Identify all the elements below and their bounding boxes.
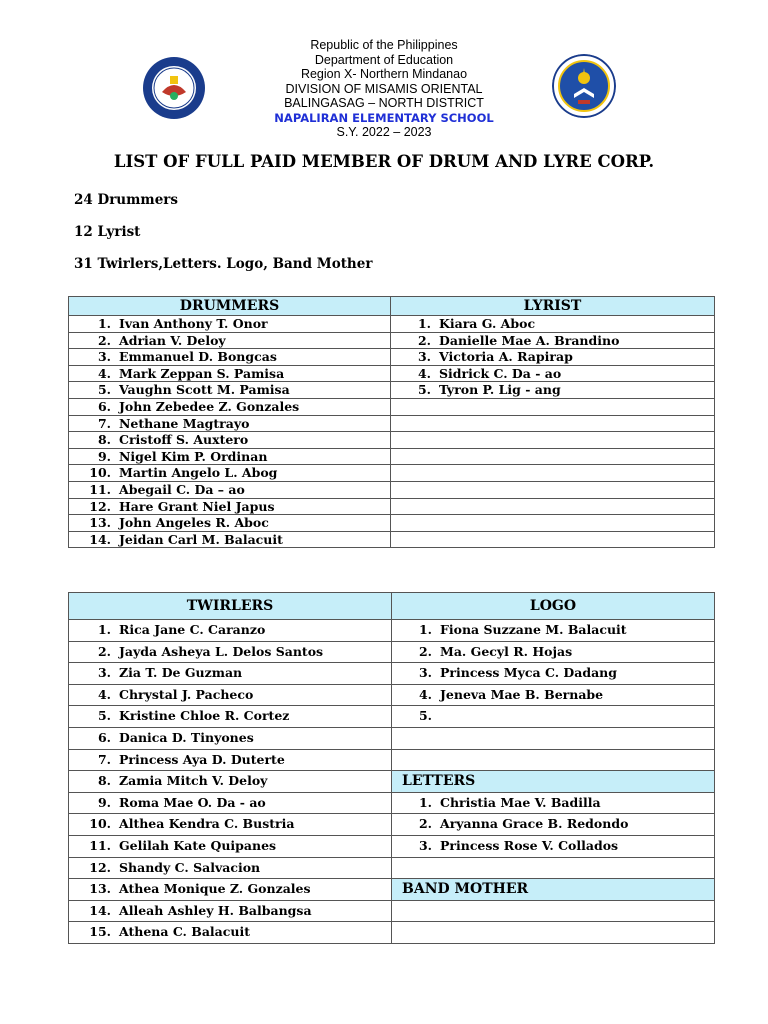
- list-number: 2.: [97, 643, 111, 659]
- table-row: [69, 922, 715, 944]
- drummer-name: Emmanuel D. Bongcas: [119, 349, 277, 365]
- list-number: 12.: [89, 498, 111, 514]
- lyrist-cell: [391, 332, 715, 349]
- empty-cell: [392, 922, 715, 944]
- twirler-name: Althea Kendra C. Bustria: [119, 816, 295, 832]
- drummer-name: Nethane Magtrayo: [119, 415, 250, 431]
- list-number: 10.: [89, 465, 111, 481]
- twirler-cell: [69, 620, 392, 642]
- table-row: [69, 684, 715, 706]
- letters-header: LETTERS: [392, 771, 715, 793]
- lyrist-cell: [391, 498, 715, 515]
- twirler-cell: [69, 684, 392, 706]
- drummers-header: DRUMMERS: [69, 297, 391, 316]
- header-line: DIVISION OF MISAMIS ORIENTAL: [285, 81, 483, 96]
- list-number: 11.: [89, 481, 111, 497]
- summary-twirlers: 31 Twirlers,Letters. Logo, Band Mother: [74, 256, 373, 272]
- drummer-name: John Angeles R. Aboc: [119, 515, 269, 531]
- empty-cell: [392, 727, 715, 749]
- list-number: 6.: [97, 398, 111, 414]
- table-row: [69, 814, 715, 836]
- drummer-cell: [69, 465, 391, 482]
- letters-cell: [392, 835, 715, 857]
- list-number: 12.: [89, 859, 111, 875]
- list-number: 3.: [418, 665, 432, 681]
- list-number: 6.: [97, 729, 111, 745]
- logo-cell: [392, 684, 715, 706]
- table-row: [69, 365, 715, 382]
- lyrist-cell: [391, 465, 715, 482]
- letters-member-name: Princess Rose V. Collados: [440, 837, 619, 853]
- school-seal-icon: [142, 56, 206, 120]
- lyrist-cell: [391, 349, 715, 366]
- list-number: 3.: [97, 665, 111, 681]
- logo-cell: [392, 620, 715, 642]
- table-row: [69, 398, 715, 415]
- lyrist-name: Danielle Mae A. Brandino: [439, 332, 620, 348]
- lyrist-cell: [391, 481, 715, 498]
- drummer-name: Nigel Kim P. Ordinan: [119, 448, 268, 464]
- logo-cell: [392, 663, 715, 685]
- table-row: [69, 415, 715, 432]
- lyrist-name: Sidrick C. Da - ao: [439, 365, 562, 381]
- table-row: [69, 749, 715, 771]
- table-row: [69, 771, 715, 793]
- twirler-cell: [69, 879, 392, 901]
- empty-cell: [392, 749, 715, 771]
- table-row: [69, 857, 715, 879]
- twirler-name: Jayda Asheya L. Delos Santos: [119, 643, 324, 659]
- header-line: BALINGASAG – NORTH DISTRICT: [284, 96, 484, 110]
- twirler-cell: [69, 727, 392, 749]
- lyrist-name: Victoria A. Rapirap: [439, 349, 573, 365]
- list-number: 5.: [418, 708, 432, 724]
- lyrist-cell: [391, 415, 715, 432]
- deped-seal-icon: [552, 54, 616, 118]
- twirler-name: Athea Monique Z. Gonzales: [119, 881, 311, 897]
- twirler-name: Alleah Ashley H. Balbangsa: [119, 902, 312, 918]
- twirler-name: Zia T. De Guzman: [119, 665, 243, 681]
- table-row: [69, 465, 715, 482]
- list-number: 9.: [97, 794, 111, 810]
- table-row: [69, 663, 715, 685]
- twirler-name: Rica Jane C. Caranzo: [119, 622, 266, 637]
- twirler-cell: [69, 641, 392, 663]
- table-row: [69, 316, 715, 333]
- twirler-name: Roma Mae O. Da - ao: [119, 794, 266, 810]
- logo-cell: [392, 641, 715, 663]
- table-row: [69, 382, 715, 399]
- twirler-cell: [69, 792, 392, 814]
- list-number: 5.: [97, 382, 111, 398]
- list-number: 4.: [97, 686, 111, 702]
- lyrist-name: Tyron P. Lig - ang: [439, 382, 561, 398]
- drummer-cell: [69, 448, 391, 465]
- twirler-name: Gelilah Kate Quipanes: [119, 837, 277, 853]
- lyrist-cell: [391, 515, 715, 532]
- twirler-name: Chrystal J. Pacheco: [119, 686, 254, 702]
- twirler-name: Shandy C. Salvacion: [119, 859, 261, 875]
- school-name: NAPALIRAN ELEMENTARY SCHOOL: [274, 110, 494, 125]
- letters-cell: [392, 792, 715, 814]
- drummer-cell: [69, 332, 391, 349]
- table-row: [69, 432, 715, 449]
- twirler-cell: [69, 900, 392, 922]
- table-row: [69, 792, 715, 814]
- table-row: [69, 900, 715, 922]
- list-number: 4.: [417, 365, 431, 381]
- twirler-name: Kristine Chloe R. Cortez: [119, 708, 290, 724]
- empty-cell: [392, 857, 715, 879]
- drummer-cell: [69, 316, 391, 333]
- twirler-cell: [69, 835, 392, 857]
- drummer-name: Jeidan Carl M. Balacuit: [119, 531, 283, 547]
- list-number: 2.: [418, 643, 432, 659]
- list-number: 1.: [418, 622, 432, 637]
- lyrist-cell: [391, 365, 715, 382]
- list-number: 1.: [97, 622, 111, 637]
- document-title: LIST OF FULL PAID MEMBER OF DRUM AND LYRE CORP.: [113, 152, 655, 171]
- letters-member-name: Christia Mae V. Badilla: [440, 794, 601, 810]
- list-number: 8.: [97, 432, 111, 448]
- drummer-cell: [69, 382, 391, 399]
- list-number: 5.: [417, 382, 431, 398]
- lyrist-cell: [391, 382, 715, 399]
- header-line: Republic of the Philippines: [310, 38, 458, 52]
- drummer-name: Cristoff S. Auxtero: [119, 432, 249, 448]
- list-number: 4.: [418, 686, 432, 702]
- logo-member-name: Princess Myca C. Dadang: [440, 665, 618, 681]
- drummer-name: Adrian V. Deloy: [119, 332, 226, 348]
- list-number: 2.: [418, 816, 432, 832]
- table-row: [69, 620, 715, 642]
- list-number: 14.: [89, 531, 111, 547]
- drummer-cell: [69, 365, 391, 382]
- lyrist-cell: [391, 316, 715, 333]
- list-number: 14.: [89, 902, 111, 918]
- drummer-cell: [69, 498, 391, 515]
- header-line: Department of Education: [314, 52, 454, 67]
- table-row: [69, 706, 715, 728]
- logo-member-name: [432, 708, 440, 723]
- letters-member-name: Aryanna Grace B. Redondo: [440, 816, 629, 832]
- lyrist-cell: [391, 432, 715, 449]
- table-header-row: [69, 593, 715, 620]
- lyrist-header: LYRIST: [391, 297, 715, 316]
- table-row: [69, 349, 715, 366]
- drummer-name: Ivan Anthony T. Onor: [119, 316, 268, 331]
- twirlers-header: TWIRLERS: [69, 593, 392, 620]
- twirler-cell: [69, 771, 392, 793]
- twirler-cell: [69, 663, 392, 685]
- twirler-cell: [69, 922, 392, 944]
- list-number: 2.: [97, 332, 111, 348]
- twirler-cell: [69, 706, 392, 728]
- drummer-cell: [69, 531, 391, 548]
- list-number: 8.: [97, 773, 111, 789]
- twirler-cell: [69, 814, 392, 836]
- lyrist-name: Kiara G. Aboc: [439, 316, 536, 331]
- list-number: 7.: [97, 751, 111, 767]
- twirler-cell: [69, 857, 392, 879]
- drummer-name: John Zebedee Z. Gonzales: [119, 398, 300, 414]
- school-year: S.Y. 2022 – 2023: [336, 125, 432, 139]
- lyrist-cell: [391, 448, 715, 465]
- lyrist-cell: [391, 531, 715, 548]
- table-row: [69, 531, 715, 548]
- list-number: 3.: [418, 837, 432, 853]
- logo-header: LOGO: [392, 593, 715, 620]
- logo-member-name: Ma. Gecyl R. Hojas: [440, 643, 573, 659]
- drummer-name: Abegail C. Da – ao: [119, 481, 245, 497]
- logo-cell: [392, 706, 715, 728]
- twirlers-logo-table: [68, 592, 715, 944]
- drummer-name: Hare Grant Niel Japus: [119, 498, 275, 514]
- list-number: 7.: [97, 415, 111, 431]
- twirler-name: Danica D. Tinyones: [119, 729, 254, 745]
- drummer-name: Vaughn Scott M. Pamisa: [119, 382, 290, 398]
- list-number: 3.: [97, 349, 111, 365]
- drummer-name: Mark Zeppan S. Pamisa: [119, 365, 285, 381]
- letters-cell: [392, 814, 715, 836]
- drummer-cell: [69, 432, 391, 449]
- list-number: 15.: [89, 924, 111, 940]
- table-row: [69, 481, 715, 498]
- list-number: 3.: [417, 349, 431, 365]
- drummer-name: Martin Angelo L. Abog: [119, 465, 278, 481]
- drummer-cell: [69, 515, 391, 532]
- band-mother-header: BAND MOTHER: [392, 879, 715, 901]
- twirler-name: Zamia Mitch V. Deloy: [119, 773, 268, 789]
- header-line: Region X- Northern Mindanao: [300, 67, 468, 81]
- list-number: 11.: [89, 837, 111, 853]
- summary-lyrist: 12 Lyrist: [74, 224, 141, 240]
- list-number: 13.: [89, 881, 111, 897]
- drummer-cell: [69, 349, 391, 366]
- list-number: 10.: [89, 816, 111, 832]
- list-number: 9.: [97, 448, 111, 464]
- twirler-name: Princess Aya D. Duterte: [119, 751, 285, 767]
- document-header: [0, 38, 768, 140]
- list-number: 2.: [417, 332, 431, 348]
- table-row: [69, 515, 715, 532]
- drummer-cell: [69, 398, 391, 415]
- table-row: [69, 727, 715, 749]
- list-number: 1.: [417, 316, 431, 331]
- table-row: [69, 498, 715, 515]
- list-number: 4.: [97, 365, 111, 381]
- logo-member-name: Jeneva Mae B. Bernabe: [440, 686, 604, 702]
- list-number: 5.: [97, 708, 111, 724]
- list-number: 1.: [418, 794, 432, 810]
- list-number: 1.: [97, 316, 111, 331]
- empty-cell: [392, 900, 715, 922]
- logo-member-name: Fiona Suzzane M. Balacuit: [440, 622, 627, 637]
- drummer-cell: [69, 415, 391, 432]
- table-row: [69, 332, 715, 349]
- table-row: [69, 879, 715, 901]
- summary-drummers: 24 Drummers: [74, 192, 178, 208]
- lyrist-cell: [391, 398, 715, 415]
- table-row: [69, 641, 715, 663]
- table-row: [69, 835, 715, 857]
- table-header-row: [69, 297, 715, 316]
- twirler-name: Athena C. Balacuit: [119, 924, 250, 940]
- twirler-cell: [69, 749, 392, 771]
- table-row: [69, 448, 715, 465]
- drummer-cell: [69, 481, 391, 498]
- list-number: 13.: [89, 515, 111, 531]
- drummers-lyrist-table: [68, 296, 715, 548]
